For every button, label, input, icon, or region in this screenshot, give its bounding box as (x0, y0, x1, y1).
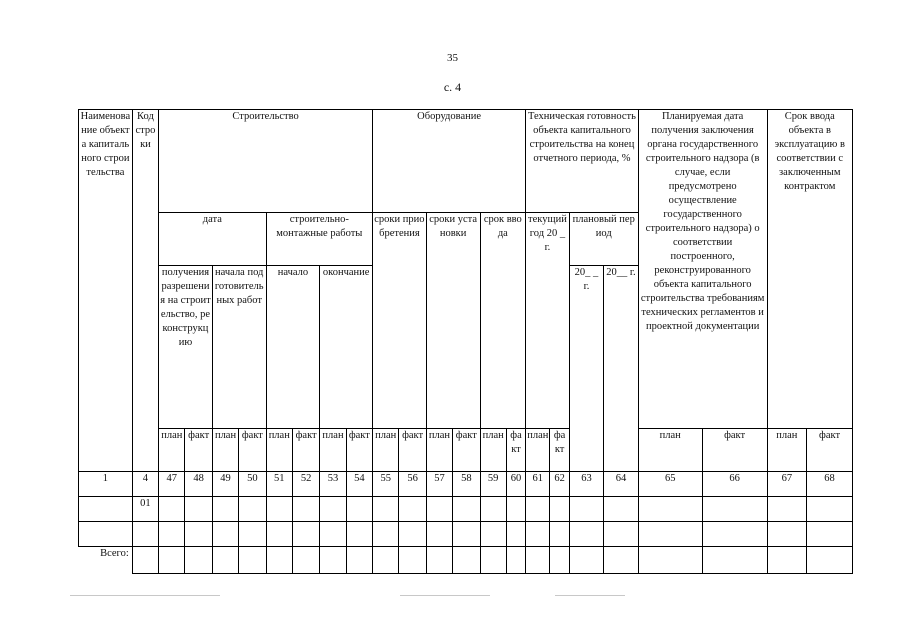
column-number: 66 (702, 472, 767, 497)
cell[interactable] (480, 547, 506, 574)
cell[interactable] (373, 547, 399, 574)
column-number: 63 (569, 472, 603, 497)
column-number: 59 (480, 472, 506, 497)
cell[interactable] (426, 547, 452, 574)
header-year-1: 20_ _ г. (569, 266, 603, 472)
cell-code[interactable]: 01 (132, 497, 158, 522)
col-fact: факт (239, 429, 266, 472)
header-row-4 (79, 429, 853, 472)
column-number: 62 (550, 472, 569, 497)
cell-code[interactable] (132, 547, 158, 574)
cell[interactable] (604, 547, 639, 574)
column-number: 4 (132, 472, 158, 497)
cell[interactable] (239, 497, 266, 522)
cell[interactable] (638, 547, 702, 574)
col-fact: факт (399, 429, 426, 472)
header-year-2: 20__ г. (604, 266, 639, 472)
sheet-label: с. 4 (443, 80, 462, 94)
cell[interactable] (320, 497, 346, 522)
cell[interactable] (185, 497, 212, 522)
cell[interactable] (604, 497, 639, 522)
column-number: 53 (320, 472, 346, 497)
cell[interactable] (292, 547, 319, 574)
cell[interactable] (426, 522, 452, 547)
col-plan: план (212, 429, 238, 472)
col-plan: план (526, 429, 550, 472)
col-fact: факт (506, 429, 525, 472)
header-row-1 (79, 110, 853, 213)
header-prep-start: начала подготовительных работ (212, 266, 266, 429)
cell[interactable] (373, 522, 399, 547)
header-object-name: Наименование объекта капитального строительства (79, 110, 133, 472)
cell[interactable] (239, 522, 266, 547)
col-plan: план (638, 429, 702, 472)
column-number: 58 (453, 472, 480, 497)
col-plan: план (373, 429, 399, 472)
header-planned-period: плановый период (569, 213, 638, 266)
cell[interactable] (346, 522, 372, 547)
column-number: 49 (212, 472, 238, 497)
col-plan: план (266, 429, 292, 472)
cell[interactable] (159, 497, 185, 522)
cell[interactable] (526, 547, 550, 574)
column-number: 57 (426, 472, 452, 497)
column-number: 60 (506, 472, 525, 497)
column-number: 50 (239, 472, 266, 497)
cell[interactable] (346, 547, 372, 574)
header-end: окончание (320, 266, 373, 429)
col-fact: факт (807, 429, 853, 472)
column-number: 67 (767, 472, 807, 497)
col-fact: факт (292, 429, 319, 472)
cell[interactable] (807, 547, 853, 574)
cell[interactable] (426, 497, 452, 522)
cell[interactable] (266, 522, 292, 547)
column-number: 1 (79, 472, 133, 497)
header-installation: сроки установки (426, 213, 480, 429)
cell[interactable] (569, 522, 603, 547)
cell[interactable] (480, 522, 506, 547)
col-plan: план (480, 429, 506, 472)
scan-artifact-line (400, 595, 490, 596)
cell[interactable] (292, 497, 319, 522)
cell[interactable] (320, 547, 346, 574)
col-fact: факт (453, 429, 480, 472)
cell[interactable] (266, 547, 292, 574)
cell[interactable] (767, 522, 807, 547)
cell[interactable] (320, 522, 346, 547)
cell[interactable] (526, 522, 550, 547)
cell[interactable] (453, 497, 480, 522)
header-equipment: Оборудование (373, 110, 526, 213)
cell[interactable] (550, 547, 569, 574)
cell-object-name[interactable] (79, 522, 133, 547)
report-table (78, 109, 853, 574)
cell[interactable] (399, 497, 426, 522)
header-current-year: текущий год 20 _ г. (526, 213, 570, 429)
cell[interactable] (550, 497, 569, 522)
header-construction: Строительство (159, 110, 373, 213)
header-start: начало (266, 266, 320, 429)
cell[interactable] (399, 547, 426, 574)
column-number-row (79, 472, 853, 497)
header-commission-date: Срок ввода объекта в эксплуатацию в соответствии с заключенным контрактом (767, 110, 852, 429)
header-construction-works: строительно-монтажные работы (266, 213, 372, 266)
cell-object-name[interactable] (79, 497, 133, 522)
col-fact: факт (185, 429, 212, 472)
column-number: 51 (266, 472, 292, 497)
cell[interactable] (346, 497, 372, 522)
cell[interactable] (292, 522, 319, 547)
cell[interactable] (807, 497, 853, 522)
cell[interactable] (212, 522, 238, 547)
cell-code[interactable] (132, 522, 158, 547)
cell[interactable] (702, 497, 767, 522)
cell[interactable] (550, 522, 569, 547)
header-acquisition: сроки приобретения (373, 213, 427, 429)
column-number: 61 (526, 472, 550, 497)
cell[interactable] (506, 547, 525, 574)
column-number: 65 (638, 472, 702, 497)
scan-artifact-line (70, 595, 220, 596)
cell[interactable] (480, 497, 506, 522)
header-date: дата (159, 213, 266, 266)
cell[interactable] (807, 522, 853, 547)
col-plan: план (767, 429, 807, 472)
cell[interactable] (767, 547, 807, 574)
column-number: 55 (373, 472, 399, 497)
cell[interactable] (702, 522, 767, 547)
col-plan: план (426, 429, 452, 472)
cell[interactable] (159, 522, 185, 547)
column-number: 47 (159, 472, 185, 497)
col-fact: факт (550, 429, 569, 472)
cell[interactable] (185, 547, 212, 574)
cell[interactable] (159, 547, 185, 574)
header-permit: получения разрешения на строительство, реконструкцию (159, 266, 213, 429)
cell[interactable] (526, 497, 550, 522)
table-row (79, 497, 853, 522)
col-fact: факт (346, 429, 372, 472)
column-number: 64 (604, 472, 639, 497)
scan-artifact-line (555, 595, 625, 596)
cell[interactable] (373, 497, 399, 522)
column-number: 56 (399, 472, 426, 497)
col-fact: факт (702, 429, 767, 472)
column-number: 54 (346, 472, 372, 497)
column-number: 48 (185, 472, 212, 497)
cell[interactable] (604, 522, 639, 547)
header-readiness: Техническая готовность объекта капитального строительства на конец отчетного периода, % (526, 110, 639, 213)
cell[interactable] (212, 547, 238, 574)
cell[interactable] (453, 522, 480, 547)
column-number: 52 (292, 472, 319, 497)
cell[interactable] (767, 497, 807, 522)
cell[interactable] (266, 497, 292, 522)
total-label: Всего: (100, 548, 129, 559)
col-plan: план (159, 429, 185, 472)
header-code: Код строки (132, 110, 158, 472)
cell[interactable] (569, 497, 603, 522)
cell[interactable] (453, 547, 480, 574)
column-number: 68 (807, 472, 853, 497)
cell[interactable] (506, 497, 525, 522)
total-row (79, 547, 853, 574)
col-plan: план (320, 429, 346, 472)
cell[interactable] (399, 522, 426, 547)
cell[interactable] (569, 547, 603, 574)
cell[interactable] (638, 497, 702, 522)
header-commissioning: срок ввода (480, 213, 526, 429)
page-number: 35 (447, 52, 458, 64)
cell[interactable] (702, 547, 767, 574)
cell[interactable] (185, 522, 212, 547)
cell[interactable] (506, 522, 525, 547)
cell[interactable] (239, 547, 266, 574)
cell[interactable] (638, 522, 702, 547)
cell[interactable] (212, 497, 238, 522)
table-row (79, 522, 853, 547)
header-planned-date: Планируемая дата получения заключения органа государственного строительного надзора (в случае, если предусмотрено осуществление государственного строительного надзора) о соответствии построенного, реконструированного объекта капитального строительства требованиям технических регламентов и проектной документации (638, 110, 767, 429)
